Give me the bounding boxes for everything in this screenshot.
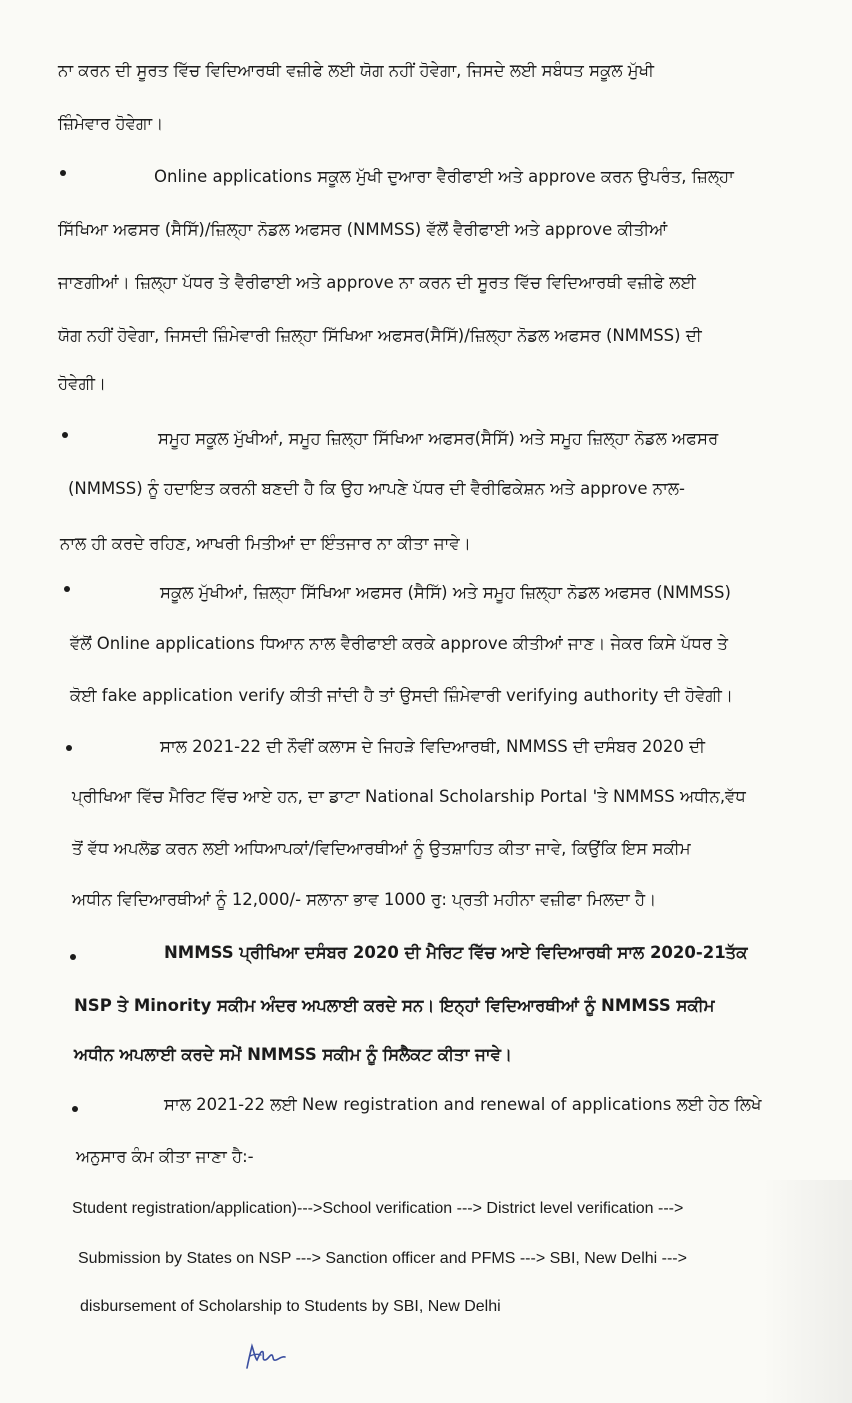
bullet-3-line-1-text: ਸਕੂਲ ਮੁੱਖੀਆਂ, ਜ਼ਿਲ੍ਹਾ ਸਿੱਖਿਆ ਅਫਸਰ (ਸੈਸਿੱ) ਅਤੇ ਸਮੂਹ ਜ਼ਿਲ੍ਹਾ ਨੋਡਲ ਅਫਸਰ (NMMSS) <box>160 583 731 602</box>
flow-line-2-text: Submission by States on NSP ---> Sanction officer and PFMS ---> SBI, New Delhi ---> <box>78 1250 687 1267</box>
bullet-5-line-1-text: NMMSS ਪ੍ਰੀਖਿਆ ਦਸੰਬਰ 2020 ਦੀ ਮੈਰਿਟ ਵਿੱਚ ਆਏ ਵਿਦਿਆਰਥੀ ਸਾਲ 2020-21ਤੱਕ <box>164 943 748 962</box>
bullet-5-line-3-text: ਅਧੀਨ ਅਪਲਾਈ ਕਰਦੇ ਸਮੇਂ NMMSS ਸਕੀਮ ਨੂੰ ਸਿਲੈਕਟ ਕੀਤਾ ਜਾਵੇ। <box>74 1045 513 1064</box>
bullet-1-line-4-text: ਯੋਗ ਨਹੀਂ ਹੋਵੇਗਾ, ਜਿਸਦੀ ਜ਼ਿੰਮੇਵਾਰੀ ਜ਼ਿਲ੍ਹਾ ਸਿੱਖਿਆ ਅਫਸਰ(ਸੈਸਿੱ)/ਜ਼ਿਲ੍ਹਾ ਨੋਡਲ ਅਫਸਰ (NMMSS) ਦੀ <box>58 326 702 345</box>
handwritten-signature <box>243 1342 289 1372</box>
bullet-6-line-2-text: ਅਨੁਸਾਰ ਕੰਮ ਕੀਤਾ ਜਾਣਾ ਹੈ:- <box>76 1147 254 1166</box>
bullet-6-line-1-text: ਸਾਲ 2021-22 ਲਈ New registration and renewal of applications ਲਈ ਹੇਠ ਲਿਖੇ <box>164 1095 762 1114</box>
bullet-4-dot <box>66 745 72 751</box>
bullet-6-dot <box>72 1106 78 1112</box>
bullet-2-line-1-text: ਸਮੂਹ ਸਕੂਲ ਮੁੱਖੀਆਂ, ਸਮੂਹ ਜ਼ਿਲ੍ਹਾ ਸਿੱਖਿਆ ਅਫਸਰ(ਸੈਸਿੱ) ਅਤੇ ਸਮੂਹ ਜ਼ਿਲ੍ਹਾ ਨੋਡਲ ਅਫਸਰ <box>158 429 719 448</box>
bullet-1-line-2-text: ਸਿੱਖਿਆ ਅਫਸਰ (ਸੈਸਿੱ)/ਜ਼ਿਲ੍ਹਾ ਨੋਡਲ ਅਫਸਰ (NMMSS) ਵੱਲੋਂ ਵੈਰੀਫਾਈ ਅਤੇ approve ਕੀਤੀਆਂ <box>58 220 668 239</box>
intro-line-1-text: ਨਾ ਕਰਨ ਦੀ ਸੂਰਤ ਵਿੱਚ ਵਿਦਿਆਰਥੀ ਵਜ਼ੀਫੇ ਲਈ ਯੋਗ ਨਹੀਂ ਹੋਵੇਗਾ, ਜਿਸਦੇ ਲਈ ਸਬੰਧਤ ਸਕੂਲ ਮੁੱਖੀ <box>58 61 655 80</box>
intro-line-2-text: ਜ਼ਿੰਮੇਵਾਰ ਹੋਵੇਗਾ। <box>58 114 164 133</box>
flow-line-1-text: Student registration/application)--->School verification ---> District level verification ---> <box>72 1200 684 1217</box>
bullet-5-dot <box>70 954 76 960</box>
scan-shadow <box>762 1180 852 1403</box>
bullet-4-line-3-text: ਤੋਂ ਵੱਧ ਅਪਲੋਡ ਕਰਨ ਲਈ ਅਧਿਆਪਕਾਂ/ਵਿਦਿਆਰਥੀਆਂ ਨੂੰ ਉਤਸ਼ਾਹਿਤ ਕੀਤਾ ਜਾਵੇ, ਕਿਉਂਕਿ ਇਸ ਸਕੀਮ <box>72 839 691 858</box>
bullet-5-line-2-text: NSP ਤੇ Minority ਸਕੀਮ ਅੰਦਰ ਅਪਲਾਈ ਕਰਦੇ ਸਨ। ਇਨ੍ਹਾਂ ਵਿਦਿਆਰਥੀਆਂ ਨੂੰ NMMSS ਸਕੀਮ <box>74 996 715 1015</box>
bullet-2-dot <box>62 432 68 438</box>
bullet-3-dot <box>64 586 70 592</box>
bullet-1-line-3-text: ਜਾਣਗੀਆਂ। ਜ਼ਿਲ੍ਹਾ ਪੱਧਰ ਤੇ ਵੈਰੀਫਾਈ ਅਤੇ approve ਨਾ ਕਰਨ ਦੀ ਸੂਰਤ ਵਿੱਚ ਵਿਦਿਆਰਥੀ ਵਜ਼ੀਫੇ ਲਈ <box>58 273 696 292</box>
bullet-2-line-3-text: ਨਾਲ ਹੀ ਕਰਦੇ ਰਹਿਣ, ਆਖਰੀ ਮਿਤੀਆਂ ਦਾ ਇੰਤਜਾਰ ਨਾ ਕੀਤਾ ਜਾਵੇ। <box>60 534 471 553</box>
bullet-3-line-2-text: ਵੱਲੋਂ Online applications ਧਿਆਨ ਨਾਲ ਵੈਰੀਫਾਈ ਕਰਕੇ approve ਕੀਤੀਆਂ ਜਾਣ। ਜੇਕਰ ਕਿਸੇ ਪੱਧਰ ਤੇ <box>70 634 728 653</box>
bullet-1-line-5-text: ਹੋਵੇਗੀ। <box>58 374 107 393</box>
bullet-4-line-1-text: ਸਾਲ 2021-22 ਦੀ ਨੌਵੀਂ ਕਲਾਸ ਦੇ ਜਿਹੜੇ ਵਿਦਿਆਰਥੀ, NMMSS ਦੀ ਦਸੰਬਰ 2020 ਦੀ <box>160 737 705 756</box>
bullet-3-line-3-text: ਕੋਈ fake application verify ਕੀਤੀ ਜਾਂਦੀ ਹੈ ਤਾਂ ਉਸਦੀ ਜ਼ਿੰਮੇਵਾਰੀ verifying authority ਦੀ ਹੋਵੇਗੀ। <box>70 686 733 705</box>
bullet-4-line-4-text: ਅਧੀਨ ਵਿਦਿਆਰਥੀਆਂ ਨੂੰ 12,000/- ਸਲਾਨਾ ਭਾਵ 1000 ਰੁ: ਪ੍ਰਤੀ ਮਹੀਨਾ ਵਜ਼ੀਫਾ ਮਿਲਦਾ ਹੈ। <box>72 890 657 909</box>
bullet-1-line-1-text: Online applications ਸਕੂਲ ਮੁੱਖੀ ਦੁਆਰਾ ਵੈਰੀਫਾਈ ਅਤੇ approve ਕਰਨ ਉਪਰੰਤ, ਜ਼ਿਲ੍ਹਾ <box>154 167 734 186</box>
bullet-4-line-2-text: ਪ੍ਰੀਖਿਆ ਵਿੱਚ ਮੈਰਿਟ ਵਿੱਚ ਆਏ ਹਨ, ਦਾ ਡਾਟਾ National Scholarship Portal 'ਤੇ NMMSS ਅਧੀਨ,ਵੱਧ <box>72 787 746 806</box>
bullet-1-dot <box>60 170 66 176</box>
bullet-2-line-2-text: (NMMSS) ਨੂੰ ਹਦਾਇਤ ਕਰਨੀ ਬਣਦੀ ਹੈ ਕਿ ਉਹ ਆਪਣੇ ਪੱਧਰ ਦੀ ਵੈਰੀਫਿਕੇਸ਼ਨ ਅਤੇ approve ਨਾਲ- <box>68 479 685 498</box>
flow-line-3-text: disbursement of Scholarship to Students by SBI, New Delhi <box>80 1298 501 1315</box>
